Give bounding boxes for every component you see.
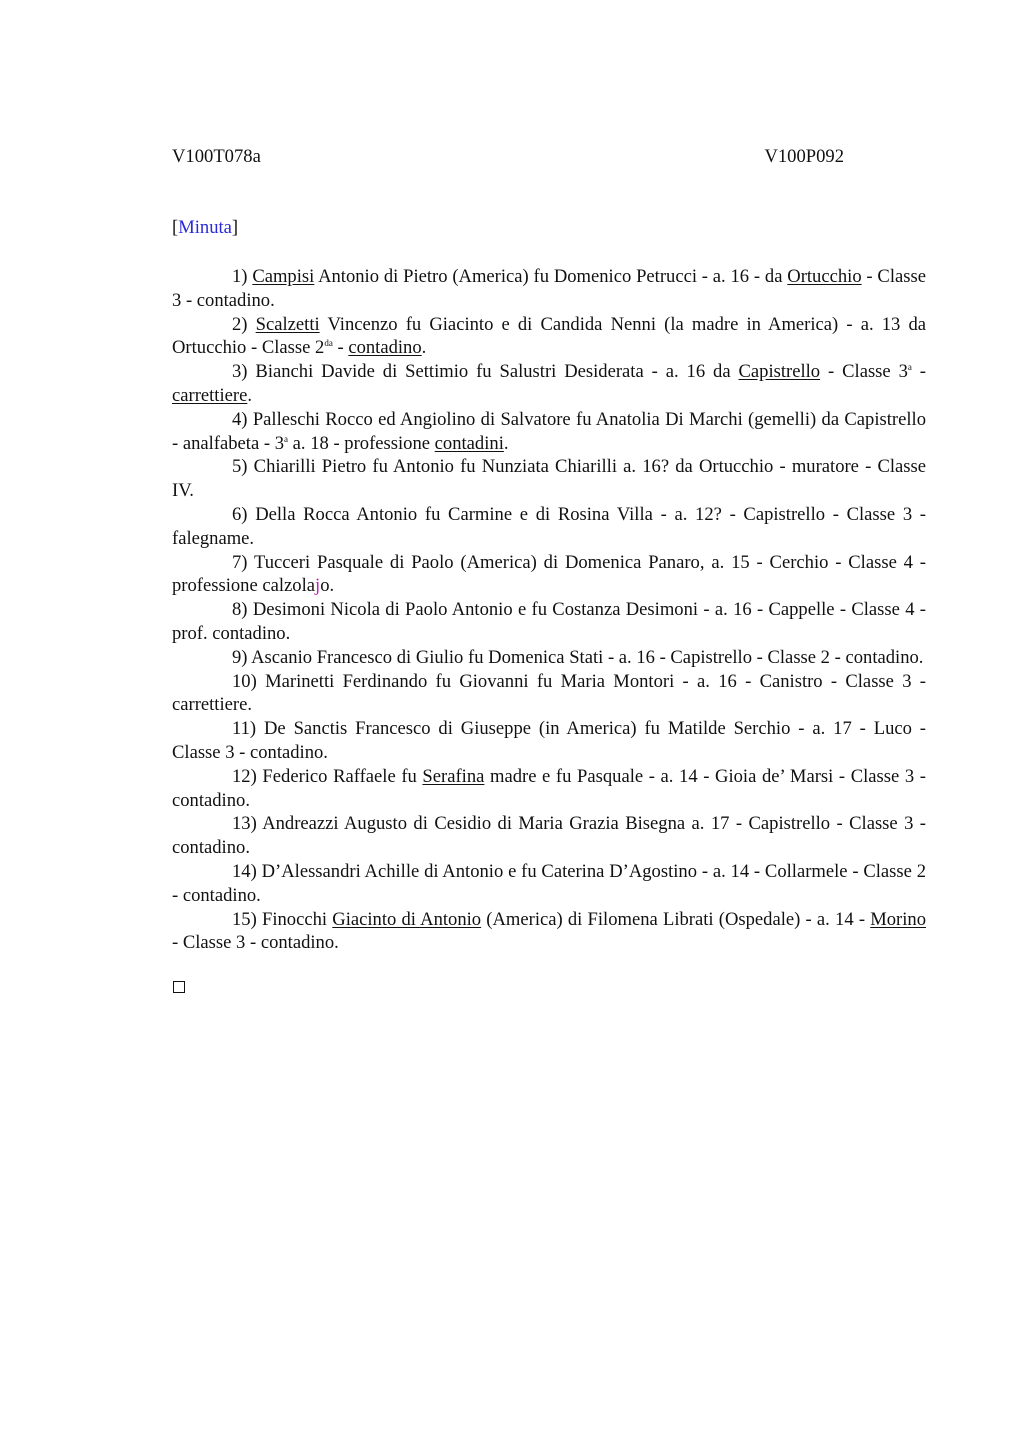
minuta-close-bracket: ]: [231, 217, 239, 238]
list-item: 15) Finocchi Giacinto di Antonio (America) di Filomena Librati (Ospedale) - a. 14 - Morino - Classe 3 - contadino.: [172, 908, 926, 954]
minuta-label: Minuta: [178, 217, 232, 238]
list-item: 9) Ascanio Francesco di Giulio fu Domenica Stati - a. 16 - Capistrello - Classe 2 - contadino.: [232, 646, 924, 668]
list-item: 3) Bianchi Davide di Settimio fu Salustri Desiderata - a. 16 da Capistrello - Classe 3$^a$ - carrettiere.: [172, 361, 926, 406]
list-item: 12) Federico Raffaele fu Serafina madre e fu Pasquale - a. 14 - Gioia de’ Marsi - Classe 3 - contadino.: [172, 765, 926, 811]
list-item: 11) De Sanctis Francesco di Giuseppe (in America) fu Matilde Serchio - a. 17 - Luco - Classe 3 - contadino.: [172, 718, 926, 763]
list-item: 1) Campisi Antonio di Pietro (America) fu Domenico Petrucci - a. 16 - da Ortucchio - Classe 3 - contadino.: [172, 266, 926, 311]
list-item: 4) Palleschi Rocco ed Angiolino di Salvatore fu Anatolia Di Marchi (gemelli) da Capistrello - analfabeta - 3$^a$ a. 18 - professione contadini.: [172, 408, 926, 454]
list-item: 14) D’Alessandri Achille di Antonio e fu Caterina D’Agostino - a. 14 - Collarmele - Classe 2 - contadino.: [172, 860, 926, 906]
entry-list: [172, 265, 926, 955]
list-item: 6) Della Rocca Antonio fu Carmine e di Rosina Villa - a. 12? - Capistrello - Classe 3 - falegname.: [172, 503, 926, 549]
minuta-open-bracket: [: [172, 217, 179, 238]
end-marker-box-icon: [173, 981, 185, 993]
list-item: 5) Chiarilli Pietro fu Antonio fu Nunziata Chiarilli a. 16? da Ortucchio - muratore - Classe IV.: [172, 456, 926, 502]
list-item: 13) Andreazzi Augusto di Cesidio di Maria Grazia Bisegna a. 17 - Capistrello - Classe 3 - contadino.: [172, 813, 927, 859]
document-header: [172, 146, 844, 172]
page-code-right: V100P092: [764, 146, 844, 167]
document-code-left: V100T078a: [172, 146, 261, 167]
list-item: 2) Scalzetti Vincenzo fu Giacinto e di Candida Nenni (la madre in America) - a. 13 da Ortucchio - Classe $2^{da}$ - contadino.: [172, 313, 926, 359]
highlighted-letter: j: [315, 575, 321, 597]
minuta-heading: [172, 217, 238, 239]
list-item: 8) Desimoni Nicola di Paolo Antonio e fu Costanza Desimoni - a. 16 - Cappelle - Classe 4 - prof. contadino.: [172, 599, 926, 644]
list-item: 10) Marinetti Ferdinando fu Giovanni fu Maria Montori - a. 16 - Canistro - Classe 3 - carrettiere.: [172, 670, 926, 716]
list-item: 7) Tucceri Pasquale di Paolo (America) di Domenica Panaro, a. 15 - Cerchio - Classe 4 - professione calzolajo.: [172, 551, 926, 597]
